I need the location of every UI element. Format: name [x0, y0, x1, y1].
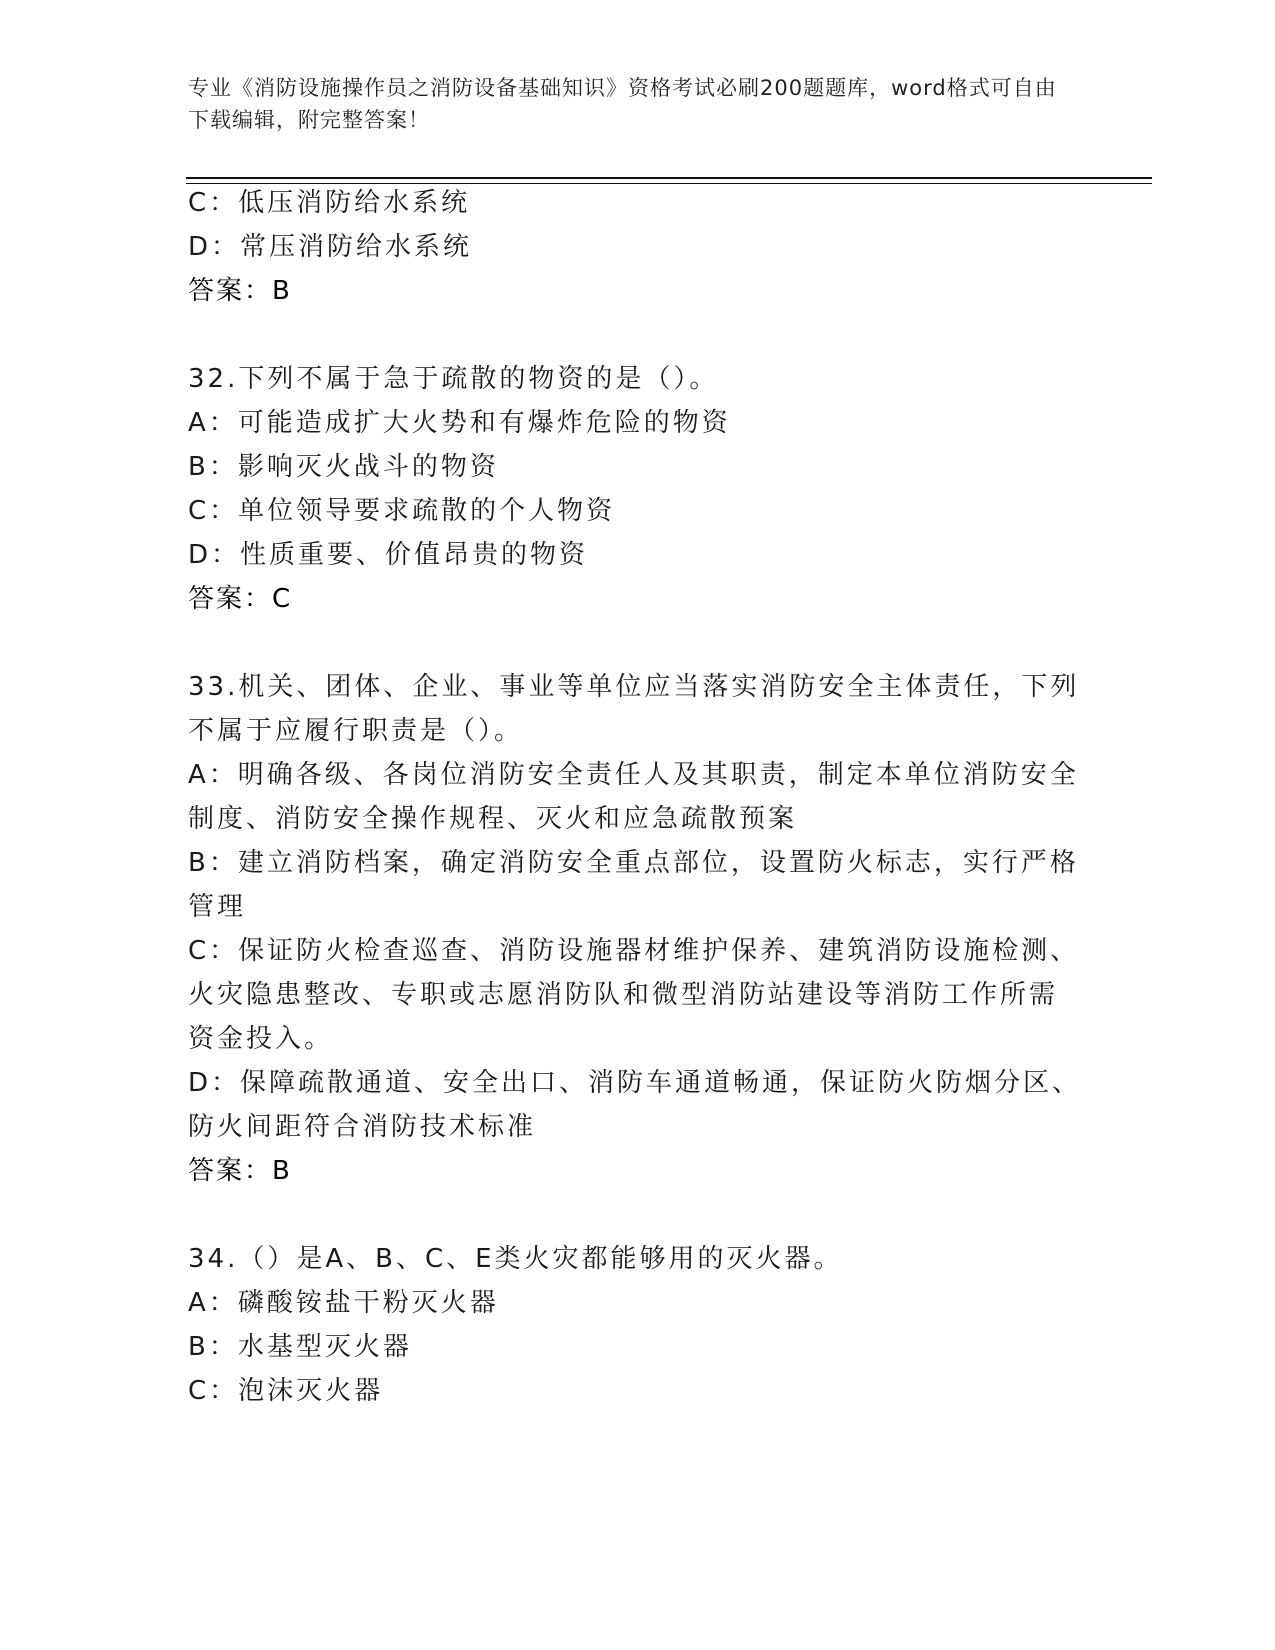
option-line-cont: 资金投入。 [188, 1024, 334, 1054]
option-line: D：保障疏散通道、安全出口、消防车通道畅通，保证防火防烟分区、 [188, 1068, 1082, 1098]
option-line: A：磷酸铵盐干粉灭火器 [188, 1288, 499, 1318]
question-title: 32.下列不属于急于疏散的物资的是（）。 [188, 364, 719, 394]
answer-line: 答案：C [188, 584, 293, 614]
option-line: C：低压消防给水系统 [188, 188, 471, 218]
option-line-cont: 管理 [188, 892, 247, 922]
option-line-cont: 制度、消防安全操作规程、灭火和应急疏散预案 [188, 804, 798, 834]
option-line-cont: 火灾隐患整改、专职或志愿消防队和微型消防站建设等消防工作所需 [188, 980, 1059, 1010]
option-line: A：明确各级、各岗位消防安全责任人及其职责，制定本单位消防安全 [188, 760, 1079, 790]
answer-line: 答案：B [188, 276, 292, 306]
option-line: B：水基型灭火器 [188, 1332, 412, 1362]
option-line: B：建立消防档案，确定消防安全重点部位，设置防火标志，实行严格 [188, 848, 1079, 878]
document-header: 专业《消防设施操作员之消防设备基础知识》资格考试必刷200题题库，word格式可自由下载编辑，附完整答案！ [188, 76, 1057, 132]
option-line-cont: 防火间距符合消防技术标准 [188, 1112, 537, 1142]
question-title: 34.（）是A、B、C、E类火灾都能够用的灭火器。 [188, 1244, 843, 1274]
answer-line: 答案：B [188, 1156, 292, 1186]
header-rule-thin [186, 183, 1152, 184]
option-line: D：常压消防给水系统 [188, 232, 473, 262]
option-line: C：保证防火检查巡查、消防设施器材维护保养、建筑消防设施检测、 [188, 936, 1080, 966]
option-line: C：泡沫灭火器 [188, 1376, 384, 1406]
question-title-cont: 不属于应履行职责是（）。 [188, 716, 524, 746]
option-line: B：影响灭火战斗的物资 [188, 452, 499, 482]
option-line: C：单位领导要求疏散的个人物资 [188, 496, 616, 526]
option-line: A：可能造成扩大火势和有爆炸危险的物资 [188, 408, 731, 438]
header-rule-thick [186, 177, 1152, 179]
question-title: 33.机关、团体、企业、事业等单位应当落实消防安全主体责任，下列 [188, 672, 1080, 702]
option-line: D：性质重要、价值昂贵的物资 [188, 540, 589, 570]
